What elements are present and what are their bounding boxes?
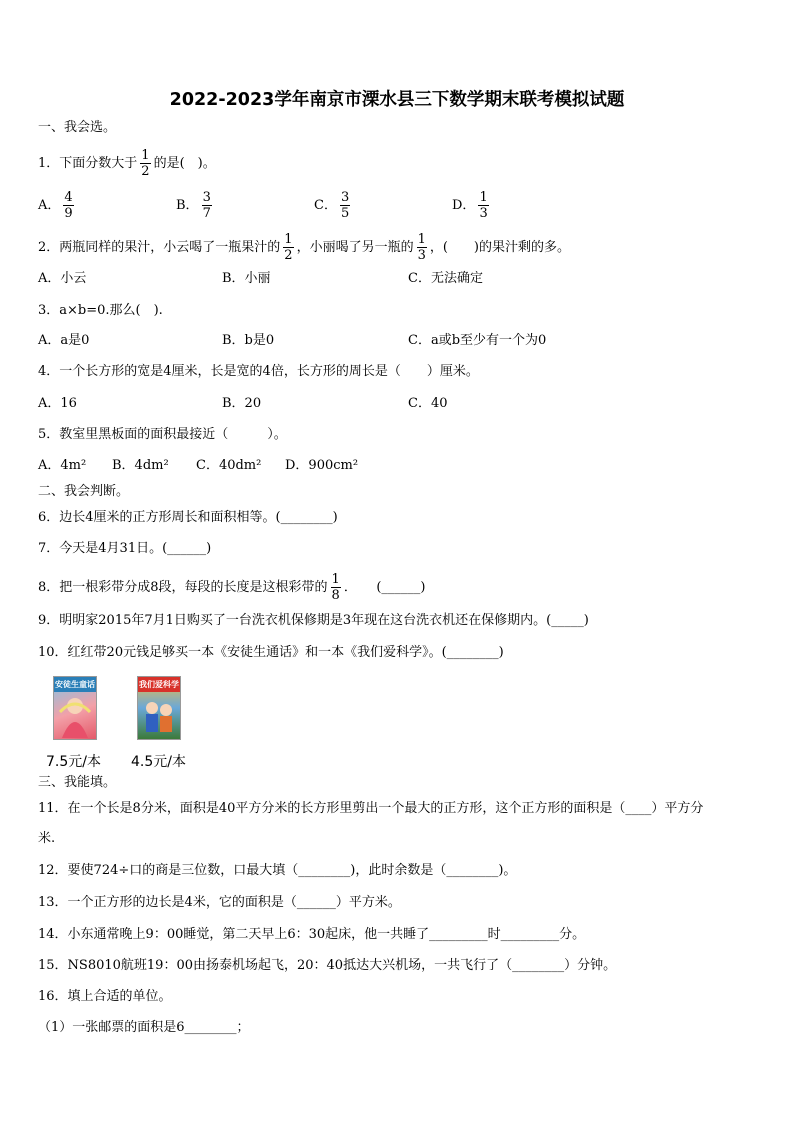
q1-option-a — [38, 190, 77, 221]
fraction-denominator: 3 — [417, 248, 426, 263]
question-6: 6．边长4厘米的正方形周长和面积相等。(________) — [38, 510, 338, 525]
q3-option-a: A．a是0 — [38, 333, 90, 348]
question-8-text-pre: 8．把一根彩带分成8段，每段的长度是这根彩带的 — [38, 580, 328, 595]
fraction-denominator: 5 — [340, 206, 350, 221]
question-3: 3．a×b=0.那么( ). — [38, 303, 163, 318]
q1-option-b — [176, 190, 215, 221]
fraction-numerator: 1 — [331, 572, 340, 587]
section-heading-judge: 二、我会判断。 — [38, 484, 130, 499]
fraction-numerator: 1 — [479, 190, 488, 205]
fraction-numerator: 4 — [64, 190, 73, 205]
question-8 — [38, 572, 425, 603]
fraction-numerator: 1 — [284, 232, 293, 247]
question-16-sub-1: （1）一张邮票的面积是6________； — [38, 1020, 250, 1035]
option-fraction — [340, 190, 350, 221]
book-cover-title: 安徒生童话 — [54, 677, 96, 692]
fraction-numerator: 1 — [141, 148, 150, 163]
question-2-text-post: ，( )的果汁剩的多。 — [429, 240, 571, 255]
question-13: 13．一个正方形的边长是4米，它的面积是（______）平方米。 — [38, 895, 401, 910]
fraction-numerator: 3 — [340, 190, 350, 205]
question-2 — [38, 232, 570, 263]
question-4: 4．一个长方形的宽是4厘米，长是宽的4倍，长方形的周长是（ ）厘米。 — [38, 364, 479, 379]
question-2-text-mid: ，小丽喝了另一瓶的 — [296, 240, 414, 255]
option-label: C． — [314, 198, 337, 213]
children-illustration-icon — [138, 692, 180, 740]
question-15: 15．NS8010航班19：00由扬泰机场起飞，20：40抵达大兴机场，一共飞行了（________）分钟。 — [38, 958, 617, 973]
fraction-denominator: 2 — [284, 248, 293, 263]
question-1 — [38, 148, 216, 179]
fraction-denominator: 2 — [141, 164, 150, 179]
question-7: 7．今天是4月31日。(______) — [38, 541, 212, 556]
question-5: 5．教室里黑板面的面积最接近（ ）。 — [38, 427, 287, 442]
fraction-one-third — [417, 232, 427, 263]
question-9: 9．明明家2015年7月1日购买了一台洗衣机保修期是3年现在这台洗衣机还在保修期内。(_____) — [38, 613, 589, 628]
question-14: 14．小东通常晚上9：00睡觉，第二天早上6：30起床，他一共睡了_________时_________分。 — [38, 927, 586, 942]
q1-option-c — [314, 190, 353, 221]
question-16: 16．填上合适的单位。 — [38, 989, 172, 1004]
option-fraction — [478, 190, 488, 221]
question-1-text-pre: 1．下面分数大于 — [38, 156, 138, 171]
question-11-line-1: 11．在一个长是8分米，面积是40平方分米的长方形里剪出一个最大的正方形，这个正方形的面积是（____）平方分 — [38, 801, 704, 816]
fairy-illustration-icon — [54, 692, 96, 740]
section-heading-choice: 一、我会选。 — [38, 120, 117, 135]
fraction-one-eighth — [331, 572, 341, 603]
option-label: A． — [38, 198, 61, 213]
question-10: 10．红红带20元钱足够买一本《安徒生通话》和一本《我们爱科学》。(________) — [38, 645, 504, 660]
q4-option-c: C．40 — [408, 396, 448, 411]
option-fraction — [202, 190, 212, 221]
question-1-text-post: 的是( )。 — [153, 156, 216, 171]
fraction-denominator: 8 — [331, 588, 340, 603]
q5-option-b: B．4dm² — [112, 458, 169, 473]
book-cover-title: 我们爱科学 — [138, 677, 180, 692]
book-price-andersen: 7.5元/本 — [46, 754, 101, 770]
q2-option-c: C．无法确定 — [408, 271, 483, 286]
question-12: 12．要使724÷口的商是三位数，口最大填（________)，此时余数是（________)。 — [38, 863, 517, 878]
fraction-denominator: 3 — [479, 206, 488, 221]
fraction-denominator: 9 — [64, 206, 73, 221]
section-heading-fill: 三、我能填。 — [38, 775, 117, 790]
fraction-one-half — [283, 232, 293, 263]
book-price-science: 4.5元/本 — [131, 754, 186, 770]
q4-option-b: B．20 — [222, 396, 262, 411]
q2-option-a: A．小云 — [38, 271, 87, 286]
q1-option-d — [452, 190, 492, 221]
fraction-one-half — [140, 148, 150, 179]
fraction-numerator: 1 — [417, 232, 426, 247]
q4-option-a: A．16 — [38, 396, 77, 411]
page-title: 2022-2023学年南京市溧水县三下数学期末联考模拟试题 — [169, 90, 625, 110]
q5-option-a: A．4m² — [38, 458, 87, 473]
q3-option-b: B．b是0 — [222, 333, 275, 348]
option-fraction — [63, 190, 73, 221]
question-11-line-2: 米. — [38, 831, 56, 846]
fraction-numerator: 3 — [202, 190, 211, 205]
option-label: D． — [452, 198, 476, 213]
q5-option-d: D．900cm² — [285, 458, 359, 473]
book-cover-science — [137, 676, 181, 740]
book-cover-andersen — [53, 676, 97, 740]
fraction-denominator: 7 — [202, 206, 211, 221]
question-2-text-pre: 2．两瓶同样的果汁，小云喝了一瓶果汁的 — [38, 240, 281, 255]
q5-option-c: C．40dm² — [196, 458, 262, 473]
question-8-text-post: ． (______) — [343, 580, 426, 595]
q3-option-c: C．a或b至少有一个为0 — [408, 333, 547, 348]
option-label: B． — [176, 198, 199, 213]
q2-option-b: B．小丽 — [222, 271, 271, 286]
